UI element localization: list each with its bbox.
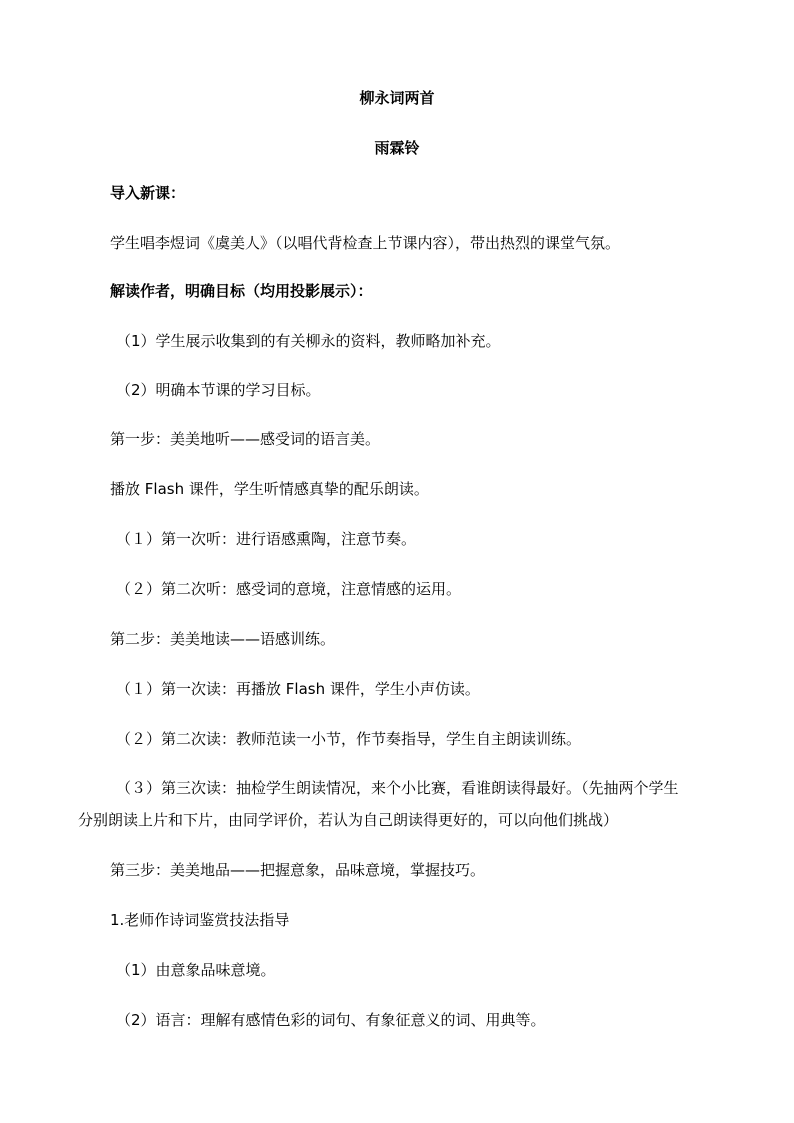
intro-paragraph: 学生唱李煜词《虞美人》（以唱代背检查上节课内容），带出热烈的课堂气氛。 xyxy=(110,234,621,252)
step2-item-2: （２）第二次读：教师范读一小节，作节奏指导，学生自主朗读训练。 xyxy=(116,730,582,748)
step2-item-3-line2: 分别朗读上片和下片，由同学评价，若认为自己朗读得更好的，可以向他们挑战） xyxy=(78,811,619,829)
document-title: 柳永词两首 xyxy=(359,89,435,107)
step3-item-2: （2）语言：理解有感情色彩的词句、有象征意义的词、用典等。 xyxy=(116,1011,546,1029)
heading-author: 解读作者，明确目标（均用投影展示）： xyxy=(110,282,373,300)
step2-item-1: （１）第一次读：再播放 Flash 课件，学生小声仿读。 xyxy=(116,680,480,698)
document-subtitle: 雨霖铃 xyxy=(374,139,420,157)
step3-heading: 第三步：美美地品——把握意象，品味意境，掌握技巧。 xyxy=(110,861,486,879)
list-item-1: （1）学生展示收集到的有关柳永的资料，教师略加补充。 xyxy=(116,332,501,350)
step1-item-1: （１）第一次听：进行语感熏陶，注意节奏。 xyxy=(116,530,417,548)
step1-item-2: （２）第二次听：感受词的意境，注意情感的运用。 xyxy=(116,580,462,598)
step3-paragraph: 1.老师作诗词鉴赏技法指导 xyxy=(110,911,290,929)
list-item-2: （2）明确本节课的学习目标。 xyxy=(116,381,321,399)
step1-heading: 第一步：美美地听——感受词的语言美。 xyxy=(110,430,381,448)
step2-heading: 第二步：美美地读——语感训练。 xyxy=(110,630,336,648)
step2-item-3-line1: （３）第三次读：抽检学生朗读情况，来个小比赛，看谁朗读得最好。（先抽两个学生 xyxy=(116,779,679,797)
heading-intro: 导入新课： xyxy=(110,184,186,202)
step3-item-1: （1）由意象品味意境。 xyxy=(116,961,276,979)
step1-paragraph: 播放 Flash 课件，学生听情感真挚的配乐朗读。 xyxy=(110,480,429,498)
